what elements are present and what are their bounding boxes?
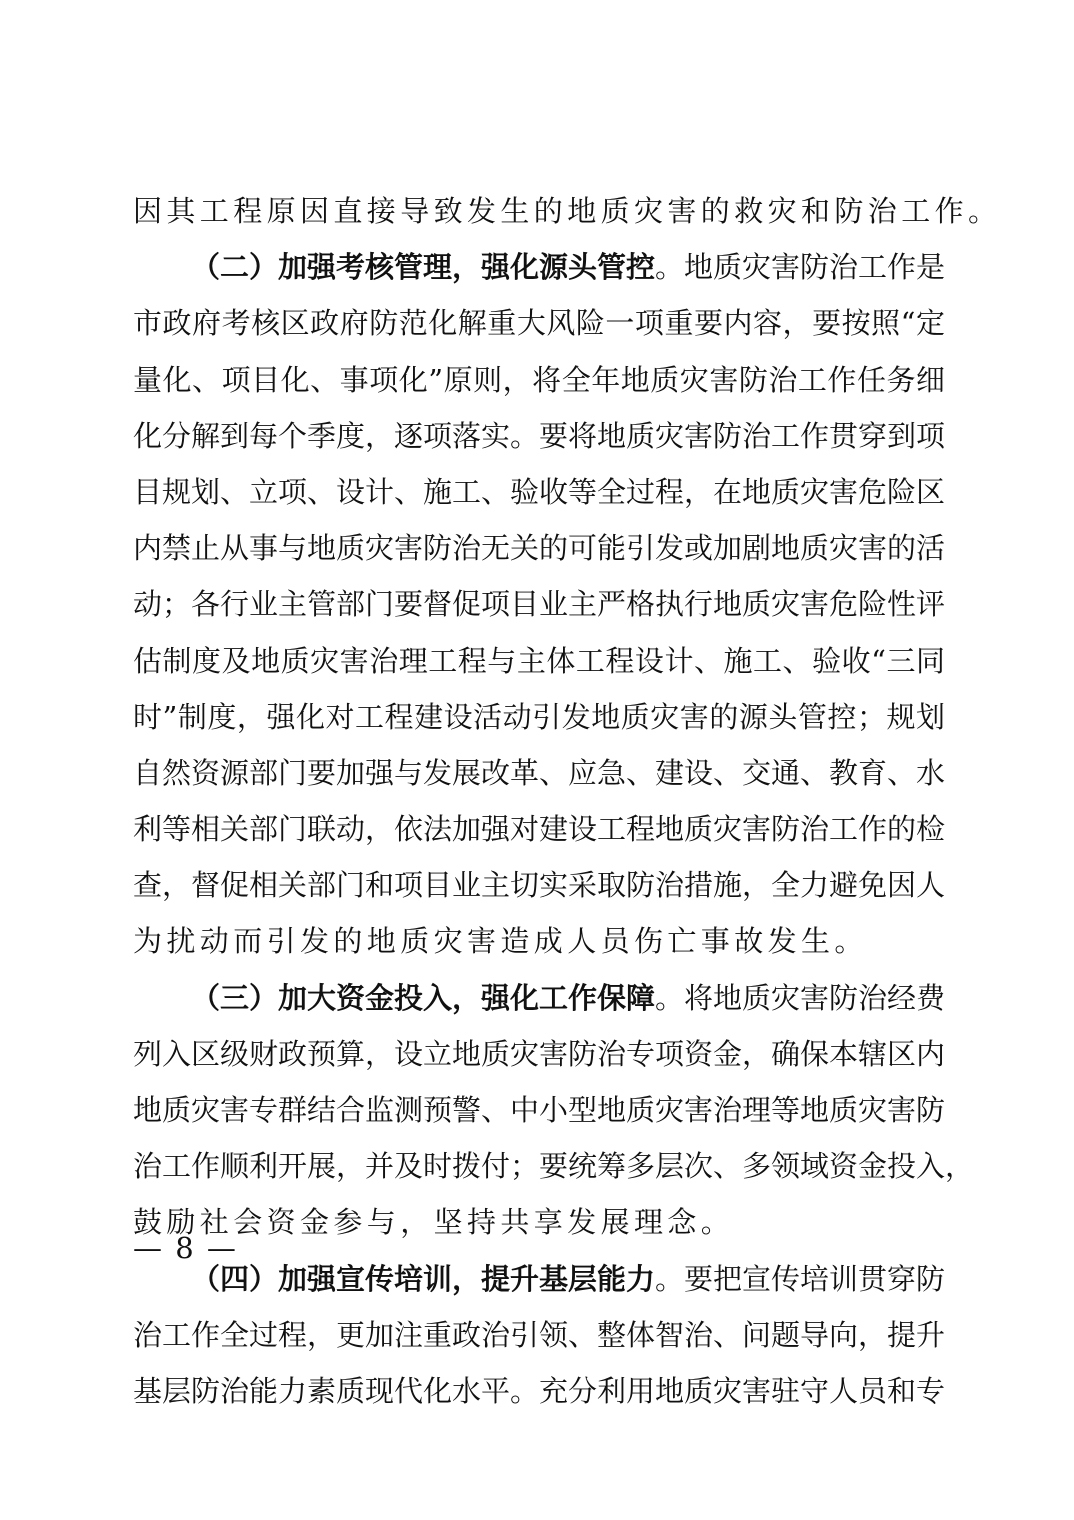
text-line: 动；各行业主管部门要督促项目业主严格执行地质灾害危险性评 <box>133 587 946 622</box>
text-line: 目规划、立项、设计、施工、验收等全过程，在地质灾害危险区 <box>133 474 946 509</box>
body-text <box>133 183 1002 1419</box>
section-3-first-line <box>133 970 945 1026</box>
text-line: 鼓励社会资金参与，坚持共享发展理念。 <box>133 1205 735 1240</box>
text-line: 估制度及地质灾害治理工程与主体工程设计、施工、验收“三同 <box>133 643 945 678</box>
text-line: 市政府考核区政府防范化解重大风险一项重要内容，要按照“定 <box>133 306 945 341</box>
section-2-first-line <box>133 239 945 295</box>
text-line: 地质灾害专群结合监测预警、中小型地质灾害治理等地质灾害防 <box>133 1093 946 1127</box>
section-heading: （三）加大资金投入，强化工作保障 <box>191 980 656 1015</box>
text-line: 列入区级财政预算，设立地质灾害防治专项资金，确保本辖区内 <box>133 1036 946 1071</box>
text-line: 治工作顺利开展，并及时拨付；要统筹多层次、多领域资金投入， <box>133 1149 975 1184</box>
text-run: 。要把宣传培训贯穿防 <box>655 1261 946 1296</box>
text-line: 时”制度，强化对工程建设活动引发地质灾害的源头管控；规划 <box>133 699 945 734</box>
section-heading: （二）加强考核管理，强化源头管控 <box>191 250 656 285</box>
text-line: 查，督促相关部门和项目业主切实采取防治措施，全力避免因人 <box>133 868 946 903</box>
text-line: 量化、项目化、事项化”原则，将全年地质灾害防治工作任务细 <box>133 362 945 397</box>
text-run: 。地质灾害防治工作是 <box>655 250 946 285</box>
page-number: — 8 — <box>133 1231 238 1265</box>
section-heading: （四）加强宣传培训，提升基层能力 <box>191 1261 656 1296</box>
text-line: 治工作全过程，更加注重政治引领、整体智治、问题导向，提升 <box>133 1317 946 1352</box>
text-line: 化分解到每个季度，逐项落实。要将地质灾害防治工作贯穿到项 <box>133 418 946 453</box>
text-line: 为扰动而引发的地质灾害造成人员伤亡事故发生。 <box>133 924 868 959</box>
text-line: 内禁止从事与地质灾害防治无关的可能引发或加剧地质灾害的活 <box>133 531 946 566</box>
text-run: 。将地质灾害防治经费 <box>655 980 946 1015</box>
text-line: 基层防治能力素质现代化水平。充分利用地质灾害驻守人员和专 <box>133 1373 946 1408</box>
text-line: 利等相关部门联动，依法加强对建设工程地质灾害防治工作的检 <box>133 812 946 847</box>
text-line: 因其工程原因直接导致发生的地质灾害的救灾和防治工作。 <box>133 194 1002 228</box>
section-4-first-line <box>133 1251 945 1307</box>
text-line: 自然资源部门要加强与发展改革、应急、建设、交通、教育、水 <box>133 755 946 790</box>
